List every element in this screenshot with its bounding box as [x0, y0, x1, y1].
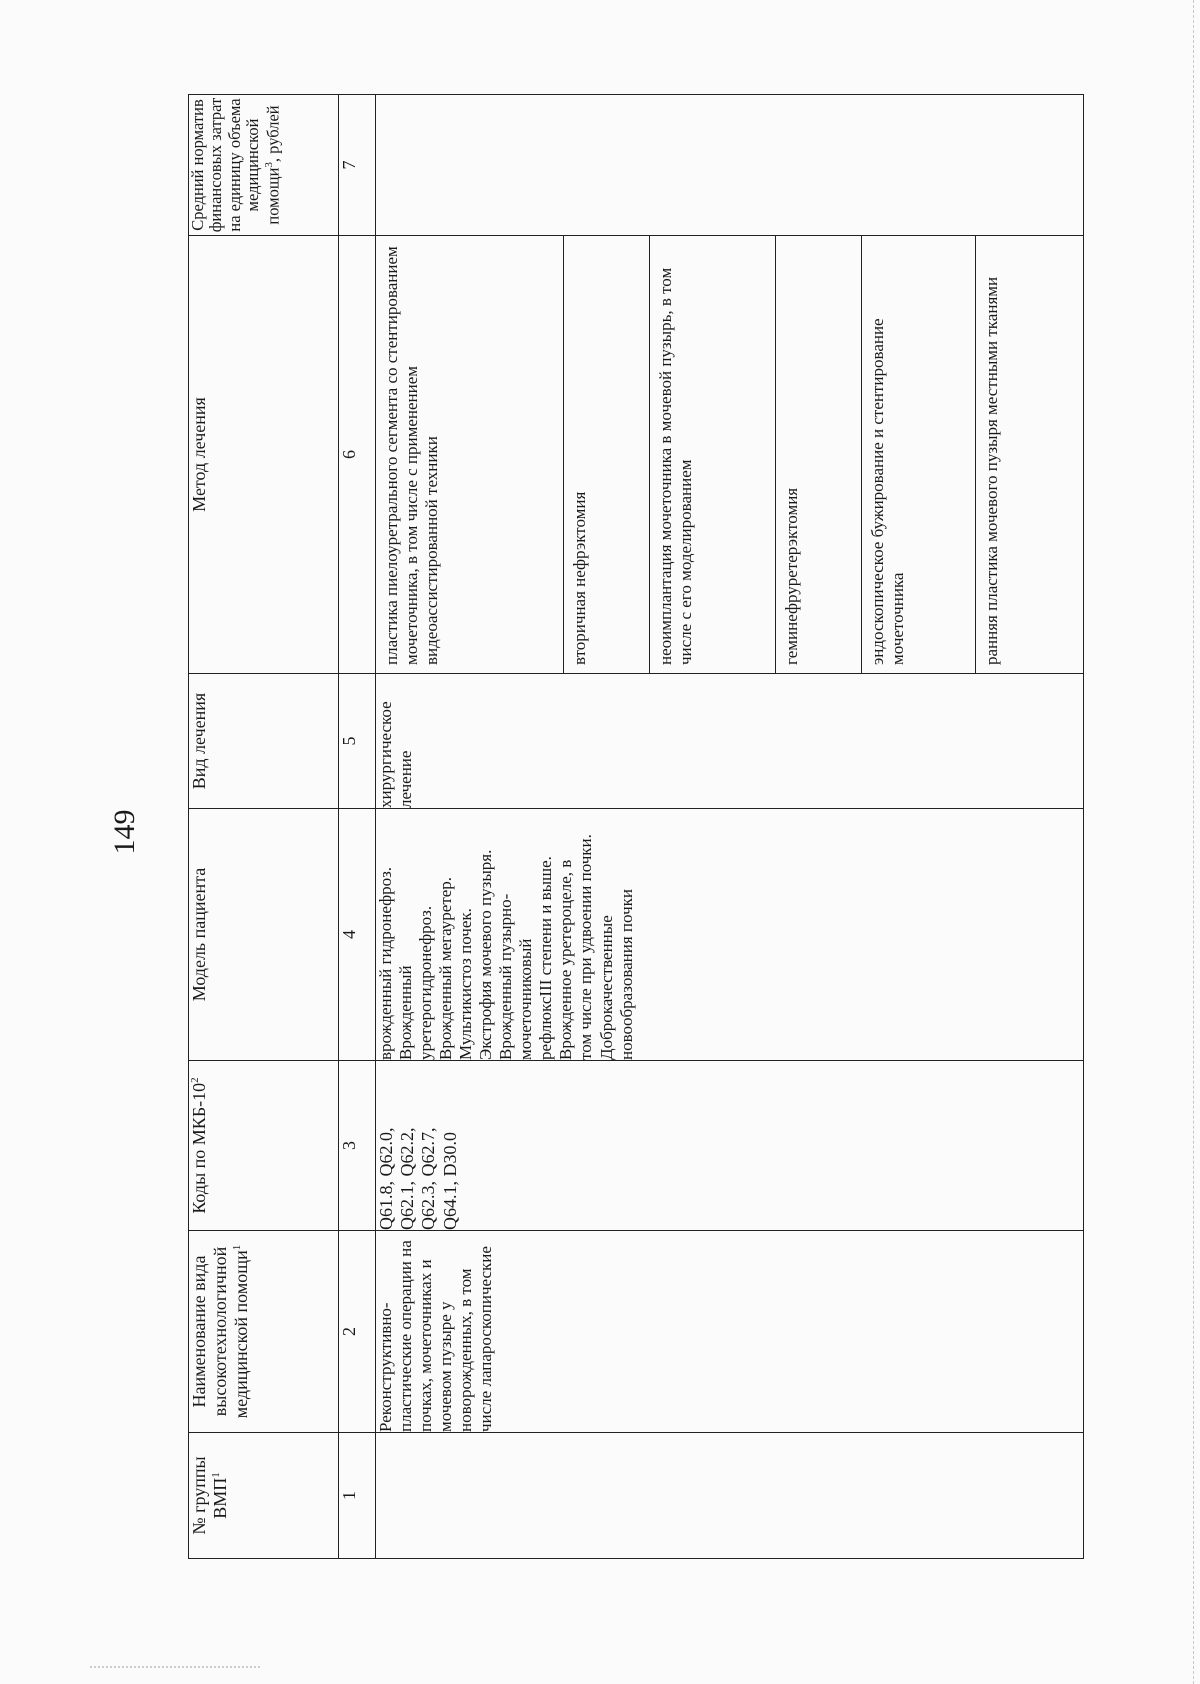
patient-model-line: Врожденное уретероцеле, в: [556, 859, 576, 1060]
header-icd-codes: Коды по МКБ-$10^2$: [189, 1061, 339, 1231]
treatment-method-item: неоимплантация мочеточника в мочевой пузырь, в том числе с его моделированием: [650, 236, 776, 673]
header-patient-model: Модель пациента: [189, 809, 339, 1061]
patient-model-line: Мультикистоз почек.: [456, 908, 476, 1060]
header-cost-standard: Средний норматив финансовых затрат на единицу объема медицинской помощи$^3$, рублей: [189, 95, 339, 236]
rotated-table-container: [188, 95, 1084, 1559]
scan-edge-line: [1192, 0, 1194, 1684]
patient-model-line: Врожденный пузырно-: [496, 893, 516, 1060]
header-row: [189, 95, 339, 1559]
column-number: 5: [339, 674, 376, 809]
treatment-method-item: геминефруретерэктомия: [776, 236, 862, 673]
patient-model-line: новообразования почки: [616, 889, 636, 1060]
cost-cell: [376, 95, 1084, 236]
column-number-row: [339, 95, 376, 1559]
vmp-name-cell: [376, 1231, 1084, 1433]
treatment-type-text: хирургическое лечение: [376, 701, 416, 808]
icd-code-line: Q62.1, Q62.2,: [397, 1127, 418, 1230]
patient-model-cell: [376, 809, 1084, 1061]
header-group-number: № группы ВМП$^1$: [189, 1433, 339, 1559]
treatment-methods-list: [376, 236, 1083, 673]
treatment-method-item: эндоскопическое бужирование и стентирование мочеточника: [862, 236, 976, 673]
patient-model-line: мочеточниковый: [516, 938, 536, 1060]
treatment-type-cell: [376, 674, 1084, 809]
patient-model-line: Доброкачественные: [596, 915, 616, 1060]
column-number: 2: [339, 1231, 376, 1433]
header-treatment-type: Вид лечения: [189, 674, 339, 809]
patient-model-line: рефлюксIII степени и выше.: [536, 856, 556, 1060]
vmp-name-text: Реконструктивно-пластические операции на почках, мочеточниках и мочевом пузыре у новорожденных, в том числе лапароскопические: [376, 1240, 496, 1432]
column-number: 4: [339, 809, 376, 1061]
column-number: 1: [339, 1433, 376, 1559]
patient-model-line: том числе при удвоении почки.: [576, 834, 596, 1060]
icd-codes-cell: [376, 1061, 1084, 1231]
patient-model-line: уретерогидронефроз.: [416, 905, 436, 1060]
patient-model-line: Врожденный: [396, 965, 416, 1060]
icd-code-line: Q64.1, D30.0: [439, 1132, 460, 1230]
treatment-methods-cell: [376, 236, 1084, 674]
icd-code-line: Q62.3, Q62.7,: [418, 1127, 439, 1230]
treatment-method-item: пластика пиелоуретрального сегмента со стентированием мочеточника, в том числе с применением видеоассистированной техники: [376, 236, 564, 673]
treatment-method-item: вторичная нефрэктомия: [564, 236, 650, 673]
column-number: 7: [339, 95, 376, 236]
treatment-method-item: ранняя пластика мочевого пузыря местными тканями: [982, 276, 1001, 665]
patient-model-line: Экстрофия мочевого пузыря.: [476, 849, 496, 1060]
header-treatment-method: Метод лечения: [189, 236, 339, 674]
vmp-table: [188, 94, 1084, 1559]
group-number-cell: [376, 1433, 1084, 1559]
page-number: 149: [108, 809, 141, 855]
icd-code-line: Q61.8, Q62.0,: [376, 1127, 396, 1230]
patient-model-line: врожденный гидронефроз.: [376, 866, 395, 1060]
header-vmp-name: Наименование вида высокотехнологичной медицинской помощи$^1$: [189, 1231, 339, 1433]
patient-model-line: Врожденный мегауретер.: [436, 876, 456, 1060]
scan-artifact: [90, 1666, 260, 1670]
table-row: [376, 95, 1084, 1559]
column-number: 6: [339, 236, 376, 674]
column-number: 3: [339, 1061, 376, 1231]
